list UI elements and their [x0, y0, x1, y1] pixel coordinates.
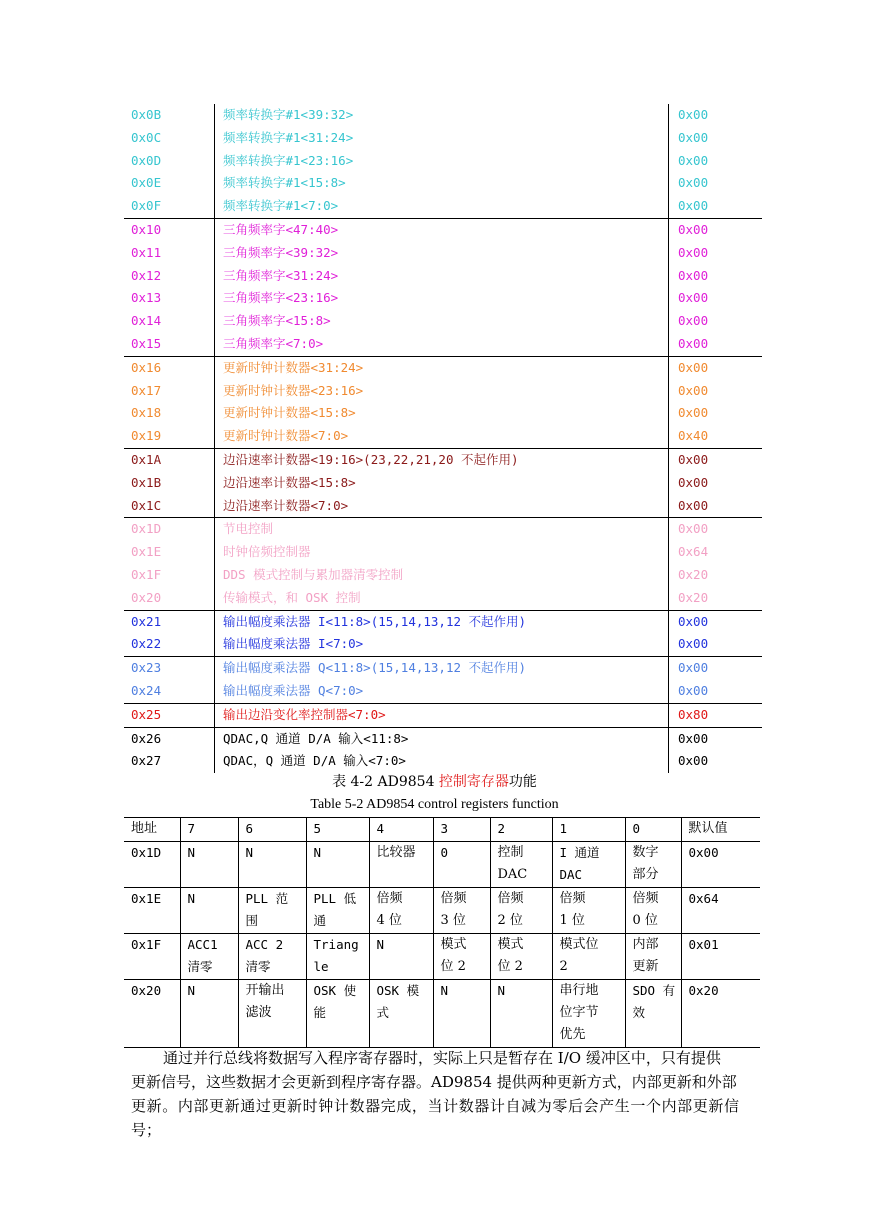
- table-cell: 0x1E: [124, 888, 180, 934]
- register-default: 0x00: [678, 613, 709, 629]
- register-default: 0x00: [678, 244, 709, 260]
- bit-definition-table: [124, 817, 760, 1048]
- table-cell: OSK 使 能: [306, 980, 369, 1048]
- register-description: 三角频率字<23:16>: [215, 287, 669, 310]
- register-description: 频率转换字#1<39:32>: [215, 104, 669, 127]
- register-default: 0x40: [678, 428, 709, 444]
- table-cell: 控制 DAC: [490, 842, 552, 888]
- table-cell: 0: [433, 842, 490, 888]
- register-group: [124, 611, 762, 658]
- register-address: 0x0E: [124, 172, 215, 195]
- table-cell: 倍频 0 位: [625, 888, 681, 934]
- table-cell: SDO 有 效: [625, 980, 681, 1048]
- register-default: 0x00: [678, 660, 709, 676]
- register-default: 0x00: [678, 335, 709, 351]
- register-description: 三角频率字<47:40>: [215, 219, 669, 242]
- register-default: 0x00: [678, 497, 709, 513]
- body-paragraph: [131, 1046, 739, 1142]
- paragraph-line-2: 更新信号，这些数据才会更新到程序寄存器。AD9854 提供两种更新方式，内部更新和外部: [131, 1073, 737, 1091]
- table-cell: N: [238, 842, 306, 888]
- table-cell: 0x64: [681, 888, 760, 934]
- table-cell: 0x20: [681, 980, 760, 1048]
- register-default: 0x00: [678, 730, 709, 746]
- register-group: [124, 357, 762, 449]
- header-cell: 4: [369, 818, 433, 842]
- register-row: [124, 449, 762, 472]
- table-cell: N: [180, 980, 238, 1048]
- register-row: [124, 611, 762, 634]
- register-group: [124, 219, 762, 357]
- table-cell: PLL 范 围: [238, 888, 306, 934]
- register-address: 0x23: [124, 657, 215, 680]
- header-cell: 5: [306, 818, 369, 842]
- register-description: 频率转换字#1<31:24>: [215, 127, 669, 150]
- register-row: [124, 633, 762, 656]
- table-cell: N: [180, 888, 238, 934]
- register-default: 0x00: [678, 636, 709, 652]
- table-row: [124, 842, 760, 888]
- table-header-row: [124, 818, 760, 842]
- register-default: 0x00: [678, 682, 709, 698]
- register-default: 0x00: [678, 198, 709, 214]
- register-default: 0x00: [678, 474, 709, 490]
- register-row: [124, 587, 762, 610]
- register-row: [124, 127, 762, 150]
- register-default: 0x00: [678, 382, 709, 398]
- table-cell: 倍频 2 位: [490, 888, 552, 934]
- register-address: 0x1E: [124, 541, 215, 564]
- register-row: [124, 172, 762, 195]
- register-row: [124, 564, 762, 587]
- caption-cn-suffix: 功能: [508, 774, 537, 790]
- register-description: 更新时钟计数器<15:8>: [215, 402, 669, 425]
- register-default: 0x00: [678, 313, 709, 329]
- register-row: [124, 242, 762, 265]
- paragraph-line-3: 更新。内部更新通过更新时钟计数器完成，当计数器计自减为零后会产生一个内部更新信号；: [131, 1097, 739, 1139]
- table-caption-en: Table 5-2 AD9854 control registers function: [310, 797, 559, 812]
- register-row: [124, 657, 762, 680]
- register-row: [124, 310, 762, 333]
- register-description: 三角频率字<15:8>: [215, 310, 669, 333]
- register-row: [124, 104, 762, 127]
- register-row: [124, 728, 762, 751]
- register-address: 0x26: [124, 728, 215, 751]
- register-address: 0x20: [124, 587, 215, 610]
- register-description: 输出幅度乘法器 Q<7:0>: [215, 680, 669, 703]
- register-default: 0x00: [678, 221, 709, 237]
- table-cell: I 通道 DAC: [552, 842, 625, 888]
- register-address: 0x1B: [124, 472, 215, 495]
- register-table: [124, 104, 762, 773]
- register-description: QDAC,Q 通道 D/A 输入<11:8>: [215, 728, 669, 751]
- register-address: 0x0F: [124, 195, 215, 218]
- register-row: [124, 495, 762, 518]
- register-row: [124, 380, 762, 403]
- register-description: 边沿速率计数器<7:0>: [215, 495, 669, 518]
- register-default: 0x00: [678, 267, 709, 283]
- table-cell: 0x1D: [124, 842, 180, 888]
- register-group: [124, 449, 762, 518]
- register-address: 0x19: [124, 425, 215, 448]
- table-cell: N: [490, 980, 552, 1048]
- register-description: 边沿速率计数器<15:8>: [215, 472, 669, 495]
- register-row: [124, 425, 762, 448]
- register-address: 0x17: [124, 380, 215, 403]
- register-address: 0x18: [124, 402, 215, 425]
- register-row: [124, 219, 762, 242]
- register-description: 更新时钟计数器<23:16>: [215, 380, 669, 403]
- table-cell: N: [369, 934, 433, 980]
- register-description: 三角频率字<7:0>: [215, 333, 669, 356]
- register-address: 0x21: [124, 611, 215, 634]
- register-description: 频率转换字#1<23:16>: [215, 150, 669, 173]
- register-row: [124, 287, 762, 310]
- header-cell: 7: [180, 818, 238, 842]
- table-caption-cn: [0, 772, 869, 792]
- register-address: 0x0C: [124, 127, 215, 150]
- register-description: 输出边沿变化率控制器<7:0>: [215, 704, 669, 727]
- register-address: 0x24: [124, 680, 215, 703]
- register-description: 输出幅度乘法器 I<11:8>(15,14,13,12 不起作用): [215, 611, 669, 634]
- register-default: 0x00: [678, 405, 709, 421]
- register-description: QDAC，Q 通道 D/A 输入<7:0>: [215, 750, 669, 773]
- register-default: 0x20: [678, 589, 709, 605]
- register-default: 0x00: [678, 107, 709, 122]
- register-address: 0x27: [124, 750, 215, 773]
- register-default: 0x00: [678, 359, 709, 375]
- table-cell: 0x1F: [124, 934, 180, 980]
- table-cell: Triang le: [306, 934, 369, 980]
- register-row: [124, 150, 762, 173]
- register-address: 0x15: [124, 333, 215, 356]
- register-default: 0x00: [678, 521, 709, 537]
- register-address: 0x0B: [124, 104, 215, 127]
- table-cell: 0x20: [124, 980, 180, 1048]
- table-cell: 比较器: [369, 842, 433, 888]
- register-row: [124, 357, 762, 380]
- register-group: [124, 518, 762, 610]
- register-default: 0x00: [678, 290, 709, 306]
- register-address: 0x1C: [124, 495, 215, 518]
- register-description: 输出幅度乘法器 Q<11:8>(15,14,13,12 不起作用): [215, 657, 669, 680]
- caption-cn-prefix: 表 4-2 AD9854: [332, 774, 439, 790]
- table-cell: 0x00: [681, 842, 760, 888]
- table-cell: 0x01: [681, 934, 760, 980]
- table-cell: 数字 部分: [625, 842, 681, 888]
- register-default: 0x00: [678, 152, 709, 168]
- table-row: [124, 934, 760, 980]
- paragraph-line-1: 通过并行总线将数据写入程序寄存器时，实际上只是暂存在 I/O 缓冲区中，只有提供: [163, 1049, 721, 1067]
- register-default: 0x00: [678, 451, 709, 467]
- table-cell: 倍频 4 位: [369, 888, 433, 934]
- register-description: 输出幅度乘法器 I<7:0>: [215, 633, 669, 656]
- header-cell: 6: [238, 818, 306, 842]
- register-row: [124, 541, 762, 564]
- register-address: 0x0D: [124, 150, 215, 173]
- table-cell: PLL 低 通: [306, 888, 369, 934]
- register-address: 0x1F: [124, 564, 215, 587]
- table-cell: N: [306, 842, 369, 888]
- table-cell: 开输出 滤波: [238, 980, 306, 1048]
- header-cell: 1: [552, 818, 625, 842]
- register-default: 0x20: [678, 566, 709, 582]
- register-description: 更新时钟计数器<31:24>: [215, 357, 669, 380]
- register-description: 频率转换字#1<15:8>: [215, 172, 669, 195]
- register-address: 0x10: [124, 219, 215, 242]
- register-default: 0x80: [678, 706, 709, 722]
- register-group: [124, 728, 762, 774]
- table-cell: 倍频 1 位: [552, 888, 625, 934]
- register-description: 三角频率字<39:32>: [215, 242, 669, 265]
- register-address: 0x16: [124, 357, 215, 380]
- register-address: 0x13: [124, 287, 215, 310]
- register-row: [124, 680, 762, 703]
- register-description: 频率转换字#1<7:0>: [215, 195, 669, 218]
- register-address: 0x14: [124, 310, 215, 333]
- caption-cn-highlight: 控制寄存器: [438, 774, 509, 790]
- register-description: 更新时钟计数器<7:0>: [215, 425, 669, 448]
- table-cell: ACC1 清零: [180, 934, 238, 980]
- register-row: [124, 472, 762, 495]
- register-row: [124, 518, 762, 541]
- register-address: 0x11: [124, 242, 215, 265]
- register-description: 三角频率字<31:24>: [215, 265, 669, 288]
- register-group: [124, 104, 762, 219]
- table-cell: N: [180, 842, 238, 888]
- register-address: 0x25: [124, 704, 215, 727]
- register-row: [124, 265, 762, 288]
- register-description: DDS 模式控制与累加器清零控制: [215, 564, 669, 587]
- header-cell: 默认值: [681, 818, 760, 842]
- table-cell: OSK 模 式: [369, 980, 433, 1048]
- register-address: 0x1D: [124, 518, 215, 541]
- register-group: [124, 657, 762, 704]
- register-default: 0x64: [678, 544, 709, 560]
- register-row: [124, 333, 762, 356]
- register-description: 节电控制: [215, 518, 669, 541]
- header-cell: 2: [490, 818, 552, 842]
- table-cell: 模式位 2: [552, 934, 625, 980]
- table-cell: 模式 位 2: [490, 934, 552, 980]
- register-row: [124, 750, 762, 773]
- register-row: [124, 195, 762, 218]
- register-address: 0x1A: [124, 449, 215, 472]
- register-default: 0x00: [678, 129, 709, 145]
- table-cell: 内部 更新: [625, 934, 681, 980]
- register-address: 0x22: [124, 633, 215, 656]
- table-cell: N: [433, 980, 490, 1048]
- table-row: [124, 888, 760, 934]
- header-cell: 地址: [124, 818, 180, 842]
- header-cell: 3: [433, 818, 490, 842]
- register-row: [124, 704, 762, 727]
- register-row: [124, 402, 762, 425]
- register-description: 时钟倍频控制器: [215, 541, 669, 564]
- register-description: 传输模式，和 OSK 控制: [215, 587, 669, 610]
- table-row: [124, 980, 760, 1048]
- table-cell: 模式 位 2: [433, 934, 490, 980]
- table-cell: ACC 2 清零: [238, 934, 306, 980]
- register-address: 0x12: [124, 265, 215, 288]
- table-cell: 串行地 位字节 优先: [552, 980, 625, 1048]
- register-description: 边沿速率计数器<19:16>(23,22,21,20 不起作用): [215, 449, 669, 472]
- header-cell: 0: [625, 818, 681, 842]
- register-group: [124, 704, 762, 728]
- register-default: 0x00: [678, 175, 709, 191]
- register-default: 0x00: [678, 753, 709, 769]
- table-cell: 倍频 3 位: [433, 888, 490, 934]
